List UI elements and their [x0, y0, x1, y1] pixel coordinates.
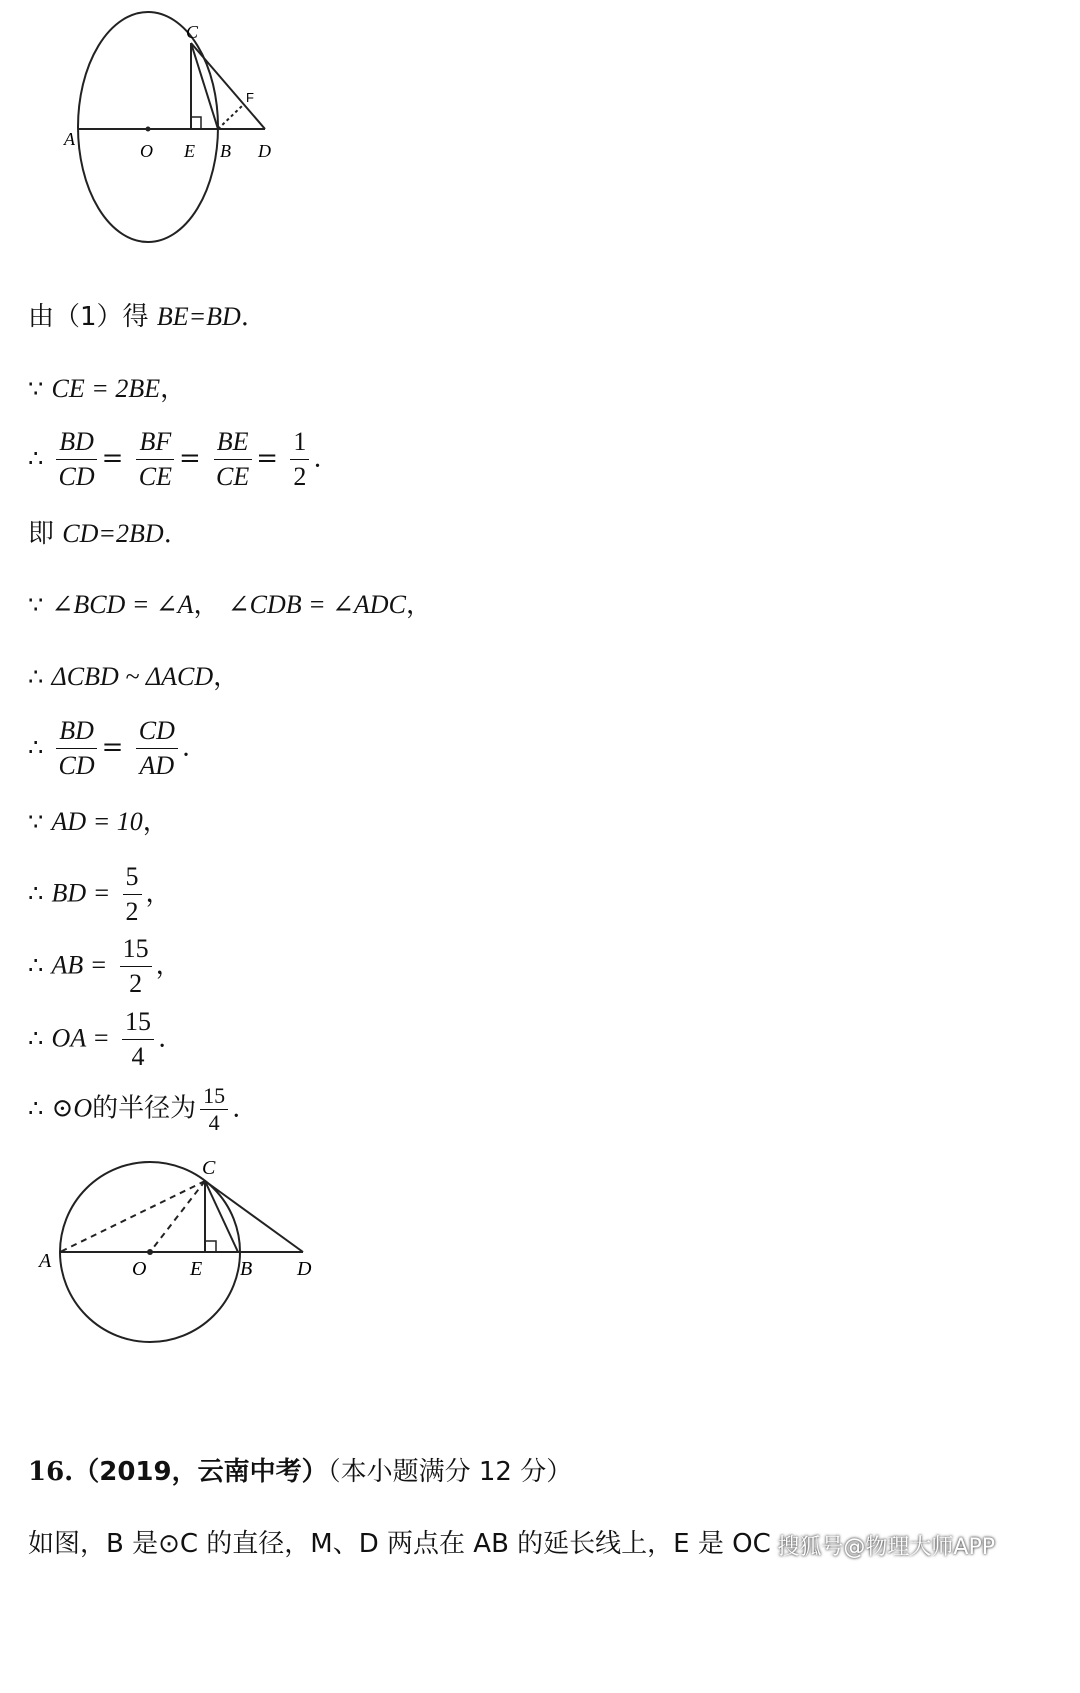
label-f-top: F: [246, 90, 254, 105]
problem-heading: 16.（2019，云南中考）（本小题满分 12 分）: [28, 1457, 573, 1487]
line-cd-bottom: [205, 1181, 303, 1252]
therefore-symbol: ∴: [28, 1024, 44, 1053]
point-o-top: [146, 127, 151, 132]
fraction: $\frac{BF}{CE}$: [136, 425, 175, 494]
line-co-bottom: [150, 1181, 205, 1252]
point-o-bottom: [147, 1249, 153, 1255]
fraction: $\frac{15}{4}$: [122, 1005, 154, 1074]
fraction: $\frac{CD}{AD}$: [136, 714, 178, 783]
step-5: ∵ ∠BCD = ∠A， ∠CDB = ∠ADC，: [28, 590, 432, 620]
therefore-symbol: ∴: [28, 733, 44, 762]
therefore-symbol: ∴: [28, 1094, 44, 1123]
fraction: $\frac{15}{2}$: [120, 932, 152, 1001]
step-2: ∵ CE = 2BE，: [28, 374, 187, 404]
label-a-top: A: [64, 129, 75, 149]
label-d-bottom: D: [297, 1258, 312, 1280]
step-6: ∴ ΔCBD ~ ΔACD，: [28, 662, 240, 692]
because-symbol: ∵: [28, 591, 44, 619]
label-a-bottom: A: [39, 1250, 52, 1272]
label-b-top: B: [220, 141, 231, 161]
label-e-top: E: [184, 141, 195, 161]
label-c-bottom: C: [202, 1157, 216, 1179]
because-symbol: ∵: [28, 808, 44, 836]
watermark: 搜狐号@物理大师APP: [777, 1535, 995, 1560]
label-b-bottom: B: [240, 1258, 253, 1280]
label-c-top: C: [186, 22, 199, 42]
right-angle-mark-bottom: [205, 1241, 216, 1252]
step-10: ∴ AB = $\frac{15}{2}$ ，: [28, 932, 182, 1001]
fraction: $\frac{5}{2}$: [123, 860, 142, 929]
step-12: ∴ ⊙O的半径为 $\frac{15}{4}$ .: [28, 1083, 241, 1135]
problem-body: 如图，B 是⊙C 的直径，M、D 两点在 AB 的延长线上，E 是 OC: [28, 1529, 771, 1559]
figure-bottom: [35, 1150, 335, 1350]
label-o-top: O: [140, 141, 153, 161]
fraction: $\frac{BE}{CE}$: [213, 425, 252, 494]
step-11: ∴ OA = $\frac{15}{4}$ .: [28, 1005, 166, 1074]
because-symbol: ∵: [28, 375, 44, 403]
line-ca-bottom: [60, 1181, 205, 1252]
therefore-symbol: ∴: [28, 663, 44, 691]
step-9: ∴ BD = $\frac{5}{2}$ ，: [28, 860, 172, 929]
therefore-symbol: ∴: [28, 879, 44, 908]
figure-top: [60, 10, 300, 255]
label-d-top: D: [258, 141, 271, 161]
right-angle-mark-top: [191, 117, 201, 129]
label-e-bottom: E: [190, 1258, 203, 1280]
fraction: $\frac{1}{2}$: [290, 425, 309, 494]
therefore-symbol: ∴: [28, 951, 44, 980]
therefore-symbol: ∴: [28, 444, 44, 473]
line-cd-top: [191, 43, 265, 129]
step-7: ∴ $\frac{BD}{CD}$ = $\frac{CD}{AD}$ .: [28, 714, 190, 783]
label-o-bottom: O: [132, 1258, 147, 1280]
fraction: $\frac{BD}{CD}$: [56, 425, 98, 494]
step-8: ∵ AD = 10，: [28, 807, 169, 837]
fraction: $\frac{15}{4}$: [200, 1083, 228, 1136]
step-1: 由（1）得 BE=BD.: [28, 302, 250, 332]
fraction: $\frac{BD}{CD}$: [56, 714, 98, 783]
step-3: ∴ $\frac{BD}{CD}$ = $\frac{BF}{CE}$ = $\frac{BE}{CE}$ = $\frac{1}{2}$ .: [28, 425, 322, 494]
line-bf-top: [218, 106, 242, 129]
step-4: 即 CD=2BD.: [28, 519, 172, 549]
